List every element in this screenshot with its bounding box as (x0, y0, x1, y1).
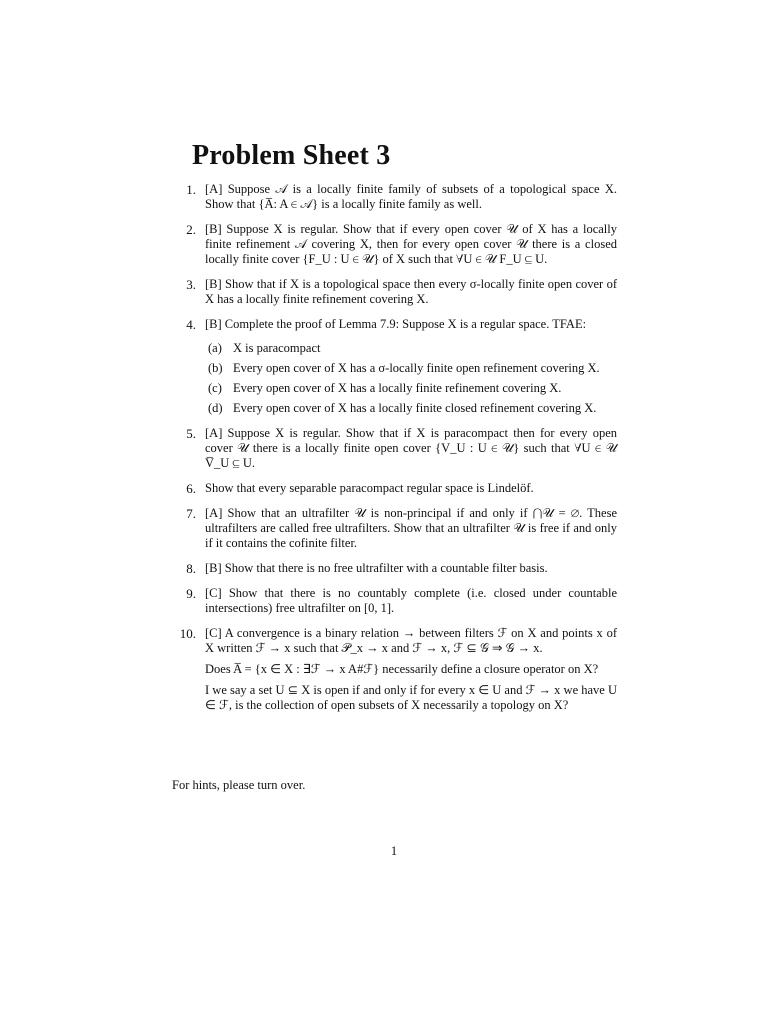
problem-body (205, 481, 617, 496)
sub-item (205, 361, 617, 376)
problem-item (0, 626, 768, 713)
problem-item (0, 277, 768, 307)
sub-item (205, 401, 617, 416)
sub-item-label: (d) (208, 401, 223, 415)
page-title: Problem Sheet 3 (192, 140, 391, 171)
problem-body (205, 182, 617, 212)
sub-item-label: (a) (208, 341, 222, 355)
problem-number: 2. (186, 222, 196, 237)
problem-text: [C] A convergence is a binary relation → between filters ℱ on X and points x of X written ℱ → x such that 𝒫_x → x and ℱ → x, ℱ ⊆ 𝒢 ⇒ 𝒢 → x. (205, 626, 617, 655)
problem-body (205, 626, 617, 713)
problem-number: 10. (179, 626, 196, 641)
sub-item-text: X is paracompact (233, 341, 321, 355)
problem-number: 4. (186, 317, 196, 332)
sub-list (205, 341, 617, 416)
problem-item (0, 586, 768, 616)
problem-number: 1. (186, 182, 196, 197)
problem-text: [A] Show that an ultrafilter 𝒰 is non-principal if and only if ⋂𝒰 = ∅. These ultrafilters are called free ultrafilters. Show that an ultrafilter 𝒰 is free if and only if it contains the cofinite filter. (205, 506, 617, 550)
problem-body (205, 426, 617, 471)
problem-text: [B] Complete the proof of Lemma 7.9: Suppose X is a regular space. TFAE: (205, 317, 587, 331)
problem-number: 9. (186, 586, 196, 601)
problem-item (0, 182, 768, 212)
problem-number: 5. (186, 426, 196, 441)
sub-item-text: Every open cover of X has a locally finite closed refinement covering X. (233, 401, 597, 415)
sub-item-label: (b) (208, 361, 223, 375)
problem-text: [C] Show that there is no countably complete (i.e. closed under countable intersections) free ultrafilter on [0, 1]. (205, 586, 617, 615)
problem-item (0, 222, 768, 267)
problem-body (205, 277, 617, 307)
problem-item (0, 317, 768, 416)
problem-body (205, 506, 617, 551)
problem-body (205, 222, 617, 267)
problem-text: [B] Suppose X is regular. Show that if every open cover 𝒰 of X has a locally finite refinement 𝒜 covering X, then for every open cover 𝒰 there is a closed locally finite cover {F_U : U ∈ 𝒰} of X such that ∀U ∈ 𝒰 F_U ⊆ U. (205, 222, 617, 266)
problem-item (0, 426, 768, 471)
problem-number: 3. (186, 277, 196, 292)
problem-body (205, 317, 617, 416)
problem-body (205, 561, 617, 576)
problem-text: I we say a set U ⊆ X is open if and only if for every x ∈ U and ℱ → x we have U ∈ ℱ, is the collection of open subsets of X necessarily a topology on X? (205, 683, 617, 712)
hints-note: For hints, please turn over. (172, 778, 306, 792)
problem-item (0, 561, 768, 576)
sub-item (205, 341, 617, 356)
problem-number: 6. (186, 481, 196, 496)
problem-list (0, 182, 768, 723)
sub-item-text: Every open cover of X has a σ-locally finite open refinement covering X. (233, 361, 600, 375)
problem-text: [B] Show that if X is a topological space then every σ-locally finite open cover of X has a locally finite refinement covering X. (205, 277, 617, 306)
problem-number: 7. (186, 506, 196, 521)
page-number: 1 (390, 844, 398, 858)
problem-text: [A] Suppose X is regular. Show that if X is paracompact then for every open cover 𝒰 there is a locally finite open cover {V_U : U ∈ 𝒰} such that ∀U ∈ 𝒰 V̅_U ⊆ U. (205, 426, 617, 470)
problem-number: 8. (186, 561, 196, 576)
sub-item-label: (c) (208, 381, 222, 395)
problem-text: [B] Show that there is no free ultrafilter with a countable filter basis. (205, 561, 548, 575)
sub-item (205, 381, 617, 396)
problem-item (0, 506, 768, 551)
sub-item-text: Every open cover of X has a locally finite refinement covering X. (233, 381, 562, 395)
problem-text: Show that every separable paracompact regular space is Lindelöf. (205, 481, 534, 495)
problem-item (0, 481, 768, 496)
problem-text: [A] Suppose 𝒜 is a locally finite family of subsets of a topological space X. Show that {A̅: A ∈ 𝒜} is a locally finite family as well. (205, 182, 617, 211)
problem-text: Does A̅ = {x ∈ X : ∃ℱ → x A#ℱ} necessarily define a closure operator on X? (205, 662, 599, 676)
problem-body (205, 586, 617, 616)
